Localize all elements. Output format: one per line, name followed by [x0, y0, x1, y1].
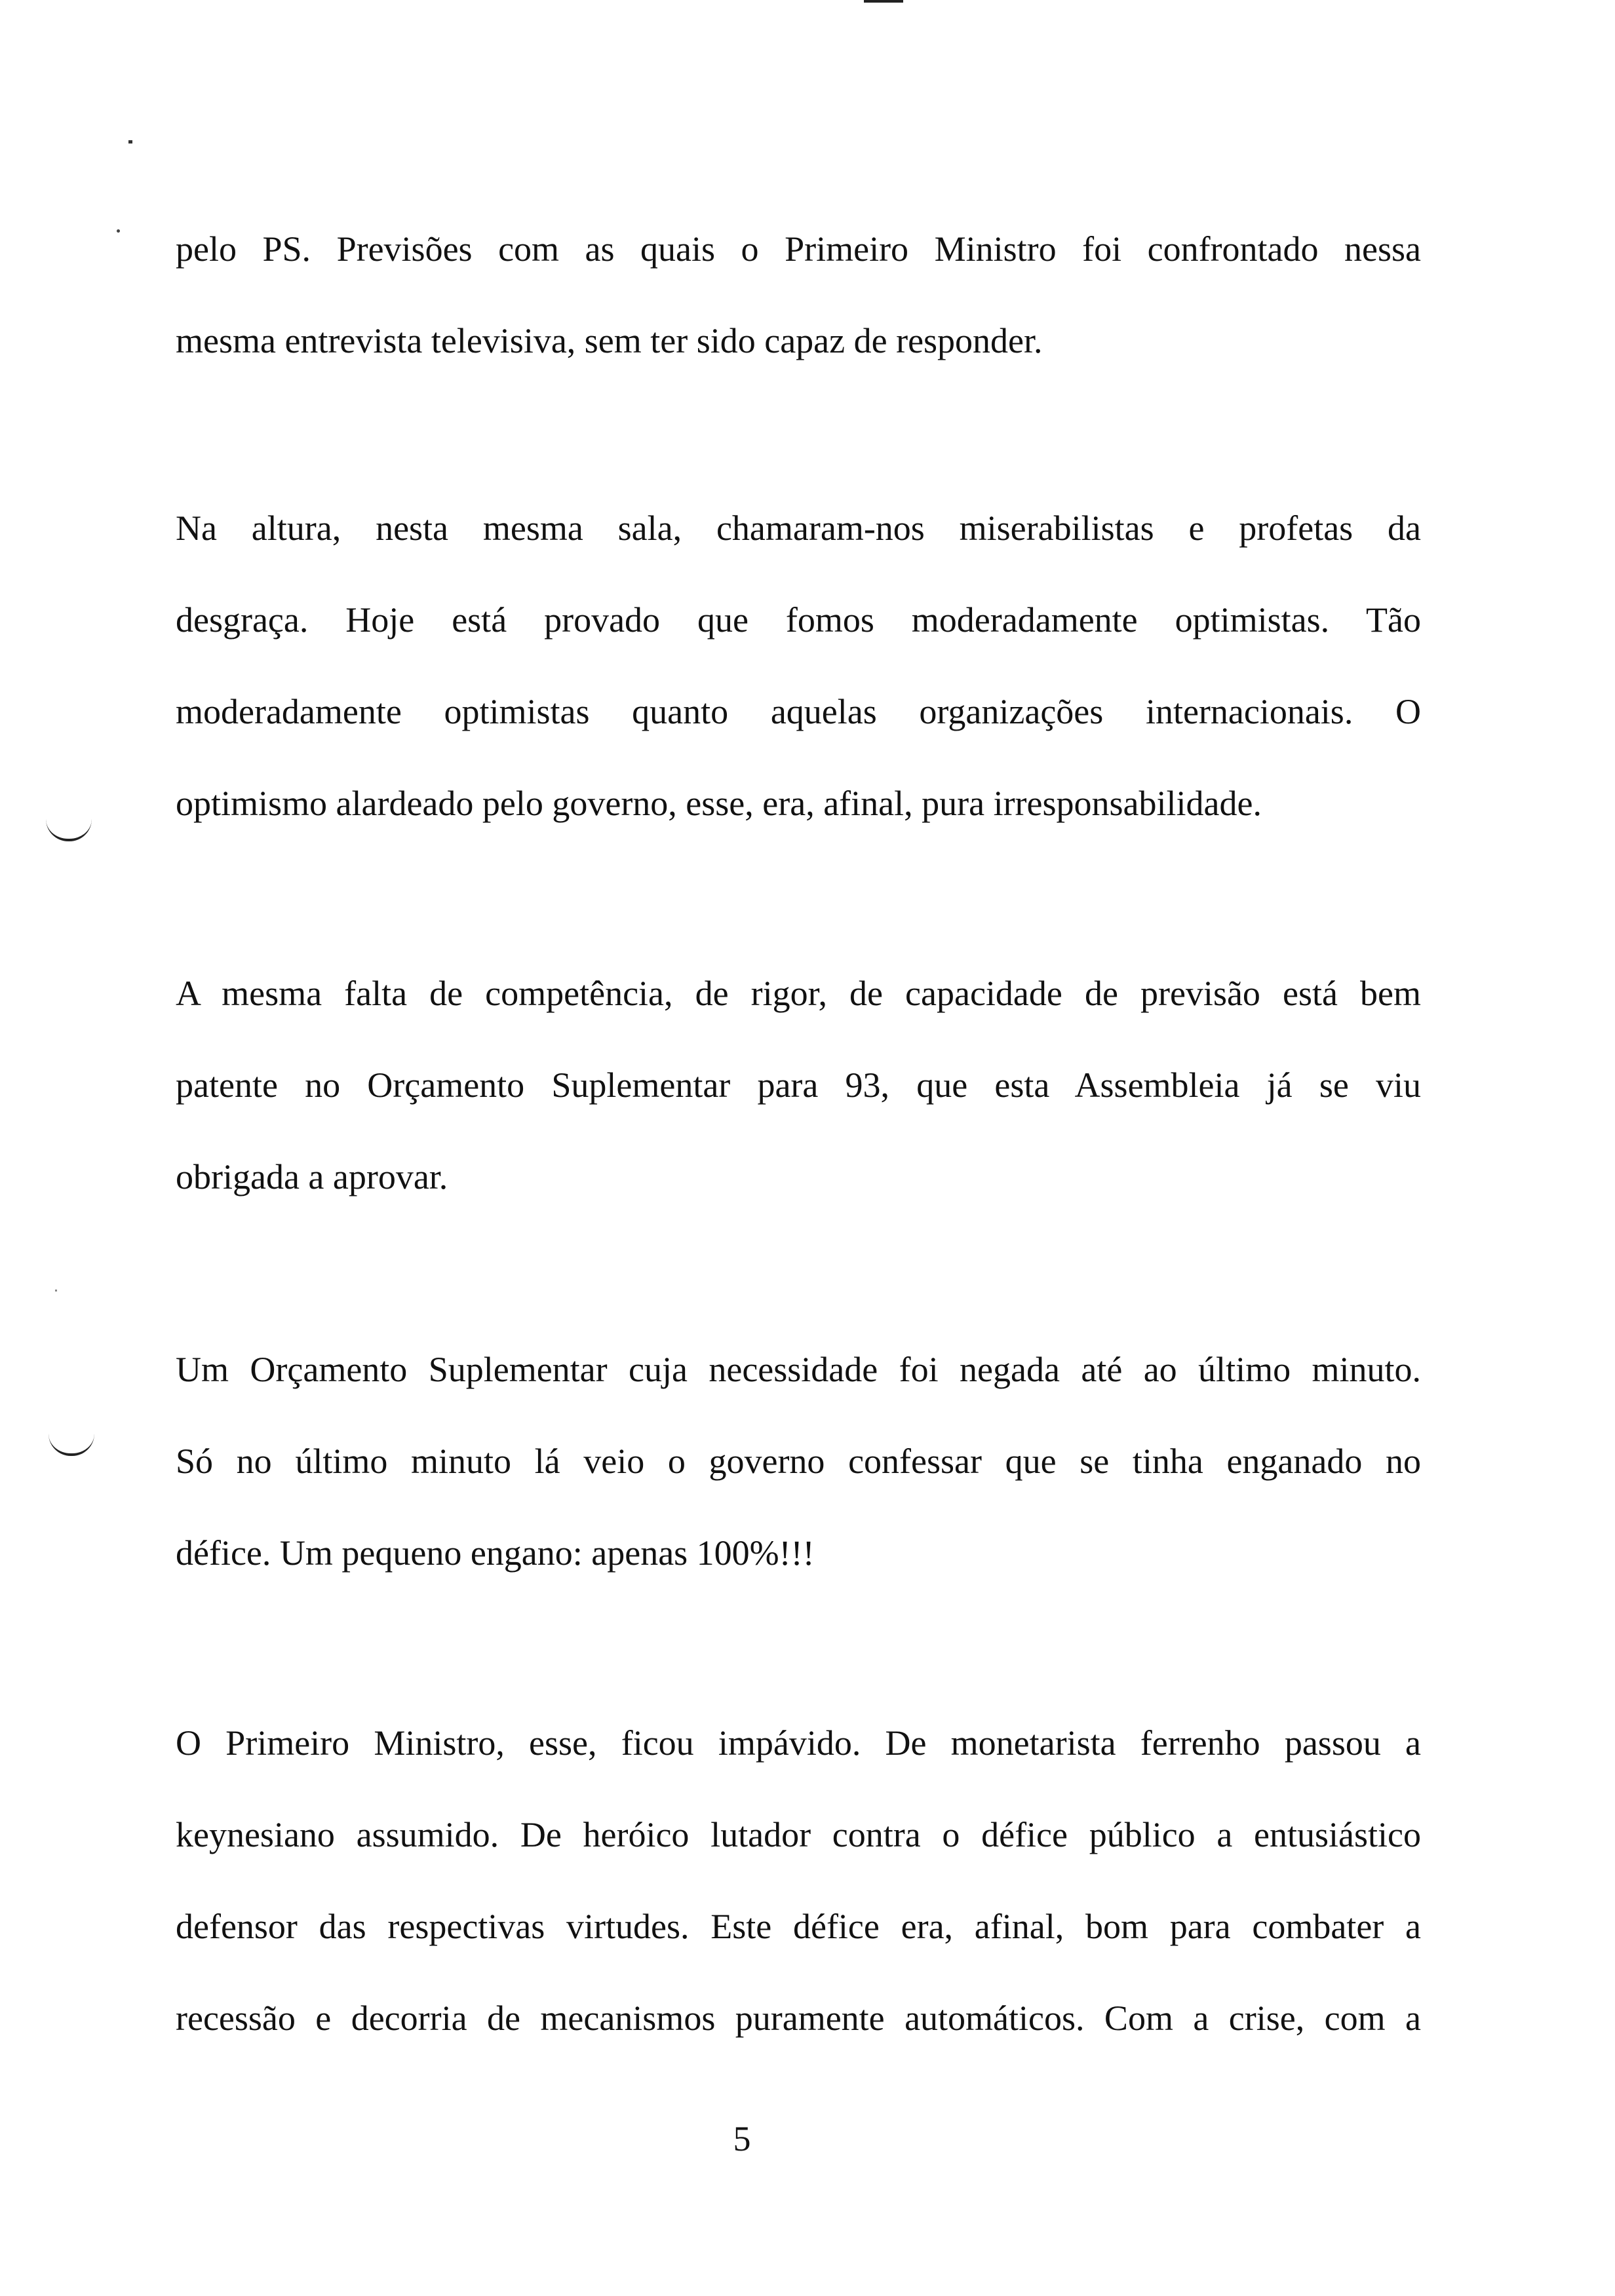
text-line: keynesiano assumido. De heróico lutador contra o défice público a entusiástico: [176, 1815, 1421, 1854]
paragraph-3: [176, 947, 1421, 1223]
paragraph-4: [176, 1324, 1421, 1599]
scan-artifact-dot: [117, 229, 120, 233]
text-line: recessão e decorria de mecanismos puramente automáticos. Com a crise, com a: [176, 1999, 1421, 2038]
text-line: Na altura, nesta mesma sala, chamaram-nos miserabilistas e profetas da: [176, 508, 1421, 548]
paragraph-2: [176, 482, 1421, 849]
scan-artifact-arc: [46, 819, 92, 841]
scan-artifact-dot: [55, 1290, 57, 1292]
text-line: O Primeiro Ministro, esse, ficou impávido. De monetarista ferrenho passou a: [176, 1723, 1421, 1763]
paragraph-5: [176, 1697, 1421, 2064]
text-line: obrigada a aprovar.: [176, 1157, 448, 1196]
scan-artifact-top-bar: [864, 0, 903, 3]
text-line: defensor das respectivas virtudes. Este défice era, afinal, bom para combater a: [176, 1907, 1421, 1946]
page-number: 5: [733, 2119, 751, 2158]
text-line: défice. Um pequeno engano: apenas 100%!!!: [176, 1533, 815, 1573]
text-line: Um Orçamento Suplementar cuja necessidade foi negada até ao último minuto.: [176, 1350, 1421, 1389]
text-line: moderadamente optimistas quanto aquelas organizações internacionais. O: [176, 692, 1421, 731]
text-line: Só no último minuto lá veio o governo confessar que se tinha enganado no: [176, 1442, 1421, 1481]
scan-artifact-dot: [128, 140, 132, 144]
scan-artifact-arc: [49, 1434, 94, 1456]
text-line: A mesma falta de competência, de rigor, de capacidade de previsão está bem: [176, 974, 1421, 1013]
text-line: optimismo alardeado pelo governo, esse, era, afinal, pura irresponsabilidade.: [176, 784, 1262, 823]
text-line: desgraça. Hoje está provado que fomos moderadamente optimistas. Tão: [176, 600, 1421, 640]
text-line: patente no Orçamento Suplementar para 93, que esta Assembleia já se viu: [176, 1065, 1421, 1105]
text-line: mesma entrevista televisiva, sem ter sido capaz de responder.: [176, 321, 1043, 360]
text-line: pelo PS. Previsões com as quais o Primeiro Ministro foi confrontado nessa: [176, 229, 1421, 269]
paragraph-1: [176, 203, 1421, 387]
